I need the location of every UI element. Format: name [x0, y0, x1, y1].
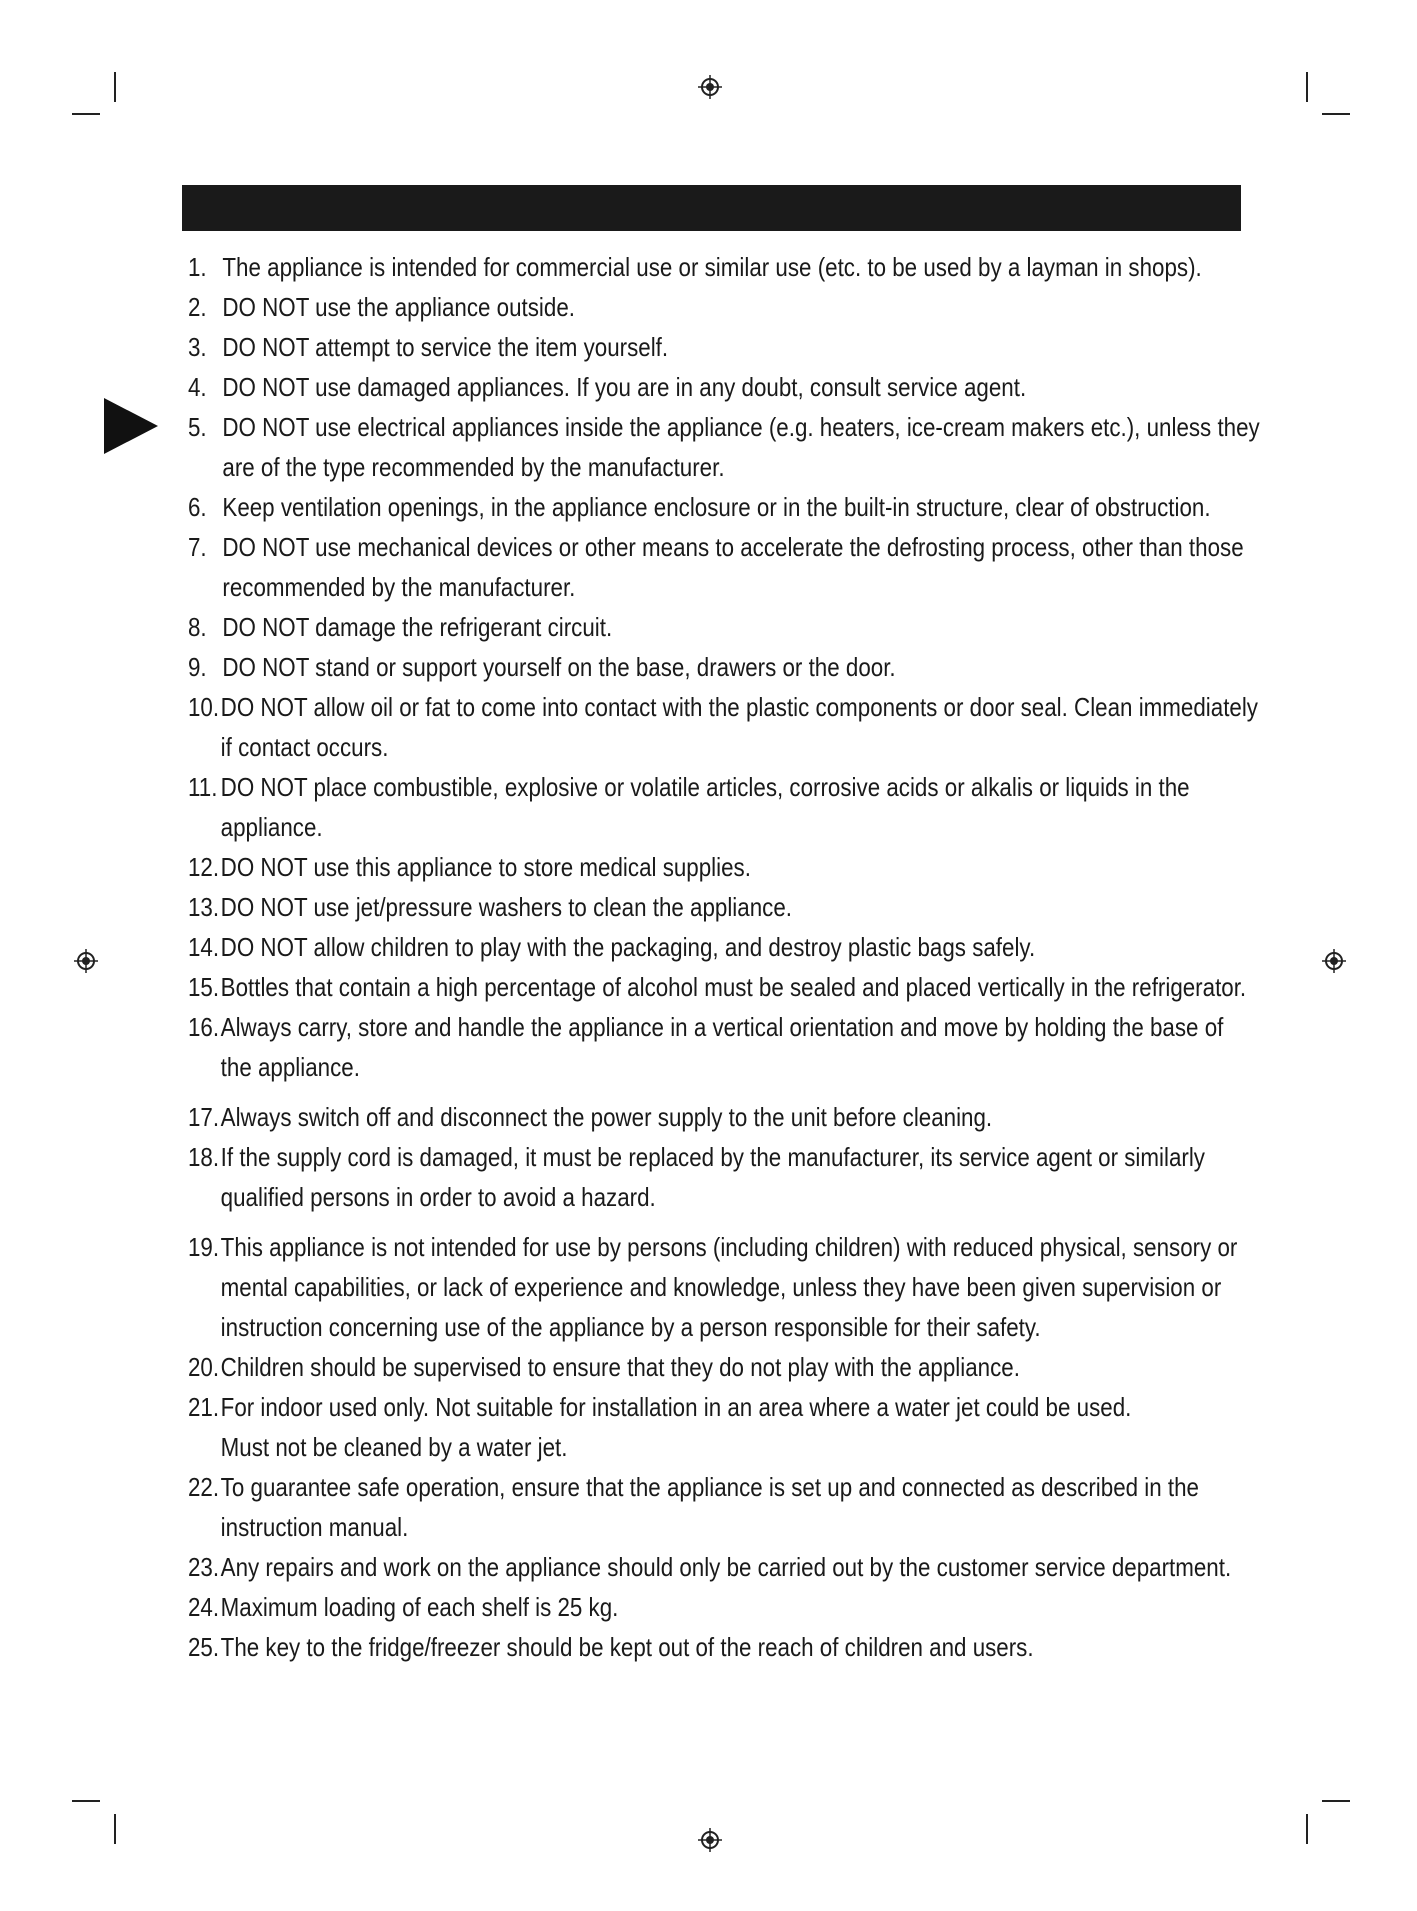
crop-mark: [1322, 1800, 1350, 1802]
item-text: DO NOT use jet/pressure washers to clean the appliance.: [220, 892, 792, 922]
item-text: DO NOT attempt to service the item yourself.: [222, 332, 669, 362]
list-item: [188, 767, 1272, 847]
list-item: [188, 487, 1272, 527]
list-item: [188, 1627, 1272, 1667]
list-item: [188, 847, 1272, 887]
list-item: [188, 1387, 1272, 1467]
item-text: This appliance is not intended for use by persons (including children) with reduced physical, sensory or mental capabilities, or lack of experience and knowledge, unless they have been given supervision or instruction concerning use of the appliance by a person responsible for their safety.: [220, 1232, 1238, 1342]
list-item: [188, 367, 1272, 407]
item-number: 22.: [188, 1472, 220, 1502]
item-number: 10.: [188, 692, 220, 722]
list-item: [188, 647, 1272, 687]
crop-mark: [114, 72, 116, 102]
item-number: 1.: [188, 252, 207, 282]
list-item: [188, 1227, 1272, 1347]
item-text: To guarantee safe operation, ensure that the appliance is set up and connected as described in the instruction manual.: [220, 1472, 1199, 1542]
item-number: 13.: [188, 892, 220, 922]
list-item: [188, 527, 1272, 607]
list-item: [188, 327, 1272, 367]
item-text: The key to the fridge/freezer should be kept out of the reach of children and users.: [220, 1632, 1034, 1662]
item-number: 12.: [188, 852, 220, 882]
item-number: 24.: [188, 1592, 220, 1622]
item-number: 15.: [188, 972, 220, 1002]
list-item: [188, 1097, 1272, 1137]
list-item: [188, 967, 1272, 1007]
list-item: [188, 1547, 1272, 1587]
item-number: 25.: [188, 1632, 220, 1662]
item-number: 11.: [188, 772, 218, 802]
item-number: 4.: [188, 372, 207, 402]
item-number: 7.: [188, 532, 207, 562]
item-text: DO NOT allow children to play with the packaging, and destroy plastic bags safely.: [220, 932, 1036, 962]
item-text: DO NOT use the appliance outside.: [222, 292, 575, 322]
crop-mark: [1306, 72, 1308, 102]
pointer-arrow-icon: [104, 398, 158, 454]
list-item: [188, 1137, 1272, 1217]
item-text: DO NOT use electrical appliances inside the appliance (e.g. heaters, ice-cream makers etc.), unless they are of the type recommended by the manufacturer.: [222, 412, 1260, 482]
item-text: For indoor used only. Not suitable for installation in an area where a water jet could be used. Must not be cleaned by a water jet.: [220, 1392, 1132, 1462]
item-text: Always carry, store and handle the appliance in a vertical orientation and move by holding the base of the appliance.: [220, 1012, 1224, 1082]
item-number: 21.: [188, 1392, 220, 1422]
item-number: 5.: [188, 412, 207, 442]
item-number: 16.: [188, 1012, 220, 1042]
list-item: [188, 287, 1272, 327]
item-text: Always switch off and disconnect the power supply to the unit before cleaning.: [220, 1102, 993, 1132]
item-text: Keep ventilation openings, in the appliance enclosure or in the built-in structure, clear of obstruction.: [222, 492, 1211, 522]
item-text: DO NOT use mechanical devices or other means to accelerate the defrosting process, other than those recommended by the manufacturer.: [222, 532, 1244, 602]
list-item: [188, 1587, 1272, 1627]
registration-mark-icon: [696, 1826, 724, 1854]
list-item: [188, 247, 1272, 287]
item-text: DO NOT use damaged appliances. If you are in any doubt, consult service agent.: [222, 372, 1027, 402]
section-header-bar: [182, 185, 1241, 231]
crop-mark: [72, 113, 100, 115]
item-text: DO NOT damage the refrigerant circuit.: [222, 612, 613, 642]
crop-mark: [1322, 113, 1350, 115]
list-item: [188, 1007, 1272, 1087]
item-text: If the supply cord is damaged, it must be replaced by the manufacturer, its service agent or similarly qualified persons in order to avoid a hazard.: [220, 1142, 1205, 1212]
safety-instructions-list: [188, 247, 1278, 1667]
item-number: 17.: [188, 1102, 220, 1132]
registration-mark-icon: [1320, 947, 1348, 975]
crop-mark: [1306, 1814, 1308, 1844]
list-item: [188, 407, 1272, 487]
crop-mark: [72, 1800, 100, 1802]
item-number: 2.: [188, 292, 207, 322]
list-item: [188, 687, 1272, 767]
item-number: 23.: [188, 1552, 220, 1582]
item-text: The appliance is intended for commercial use or similar use (etc. to be used by a layman in shops).: [222, 252, 1202, 282]
item-number: 8.: [188, 612, 207, 642]
item-text: Children should be supervised to ensure that they do not play with the appliance.: [220, 1352, 1020, 1382]
list-item: [188, 607, 1272, 647]
item-number: 20.: [188, 1352, 220, 1382]
item-text: DO NOT allow oil or fat to come into contact with the plastic components or door seal. Clean immediately if contact occurs.: [220, 692, 1258, 762]
list-item: [188, 1347, 1272, 1387]
item-text: DO NOT use this appliance to store medical supplies.: [220, 852, 751, 882]
item-number: 19.: [188, 1232, 220, 1262]
registration-mark-icon: [696, 73, 724, 101]
item-number: 14.: [188, 932, 220, 962]
list-item: [188, 887, 1272, 927]
list-item: [188, 927, 1272, 967]
item-text: Any repairs and work on the appliance should only be carried out by the customer service department.: [220, 1552, 1232, 1582]
item-text: Bottles that contain a high percentage of alcohol must be sealed and placed vertically in the refrigerator.: [220, 972, 1247, 1002]
item-number: 18.: [188, 1142, 220, 1172]
item-text: DO NOT stand or support yourself on the base, drawers or the door.: [222, 652, 896, 682]
registration-mark-icon: [72, 947, 100, 975]
item-text: DO NOT place combustible, explosive or volatile articles, corrosive acids or alkalis or liquids in the appliance.: [220, 772, 1190, 842]
crop-mark: [114, 1814, 116, 1844]
item-number: 9.: [188, 652, 207, 682]
item-number: 6.: [188, 492, 207, 522]
item-number: 3.: [188, 332, 207, 362]
list-item: [188, 1467, 1272, 1547]
item-text: Maximum loading of each shelf is 25 kg.: [220, 1592, 619, 1622]
